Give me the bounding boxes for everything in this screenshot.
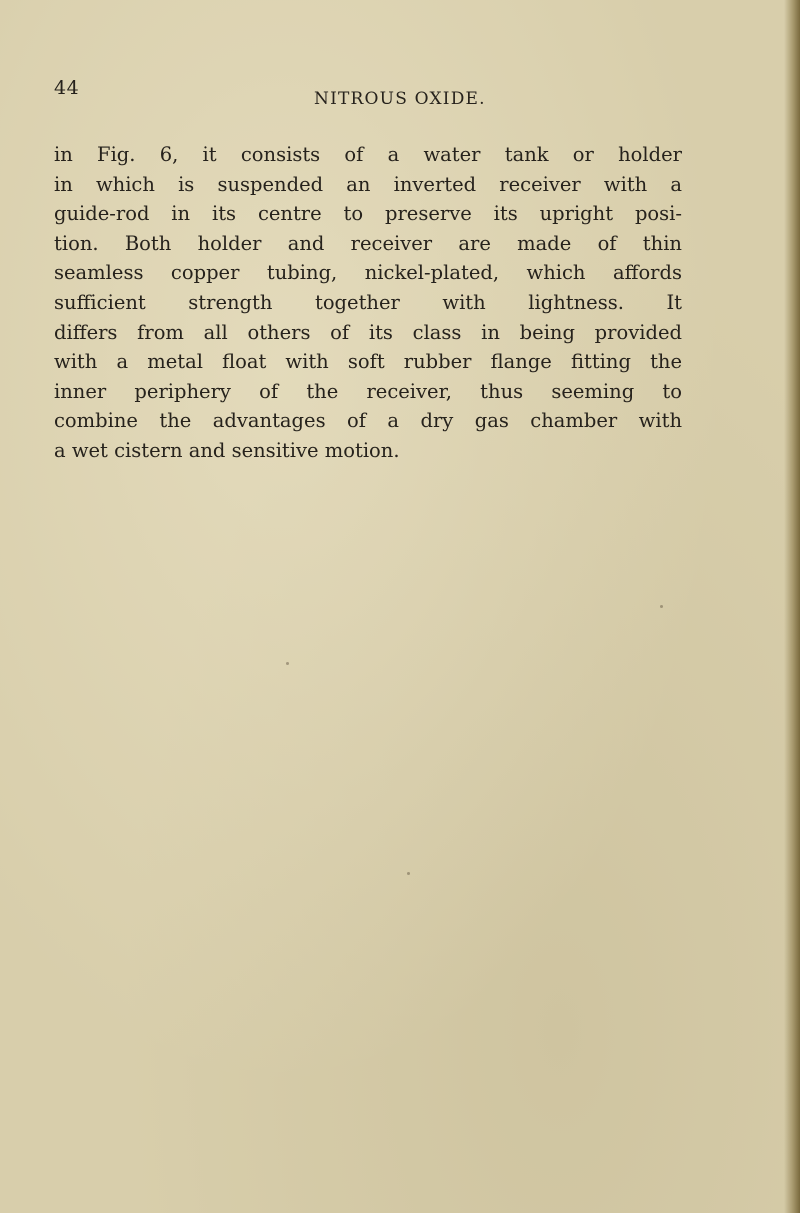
paper-speck	[660, 605, 663, 608]
page-edge-shadow	[784, 0, 800, 1213]
text-line: with a metal float with soft rubber flange fitting the	[54, 350, 682, 374]
running-head: NITROUS OXIDE.	[314, 89, 486, 109]
text-line: a wet cistern and sensitive motion.	[54, 438, 400, 462]
text-line: in which is suspended an inverted receiver with a	[54, 172, 682, 196]
text-line: guide-rod in its centre to preserve its upright posi-	[54, 202, 682, 226]
text-line: combine the advantages of a dry gas chamber with	[54, 409, 682, 433]
text-line: inner periphery of the receiver, thus seeming to	[54, 379, 682, 403]
paper-speck	[286, 662, 289, 665]
text-line: sufficient strength together with lightness. It	[54, 290, 682, 314]
text-line: seamless copper tubing, nickel-plated, which affords	[54, 261, 682, 285]
text-line: in Fig. 6, it consists of a water tank or holder	[54, 143, 682, 166]
body-paragraph	[54, 140, 682, 466]
text-line: tion. Both holder and receiver are made of thin	[54, 231, 682, 255]
paper-speck	[407, 872, 410, 875]
text-line: differs from all others of its class in being provided	[54, 320, 682, 344]
page-number: 44	[54, 77, 80, 99]
